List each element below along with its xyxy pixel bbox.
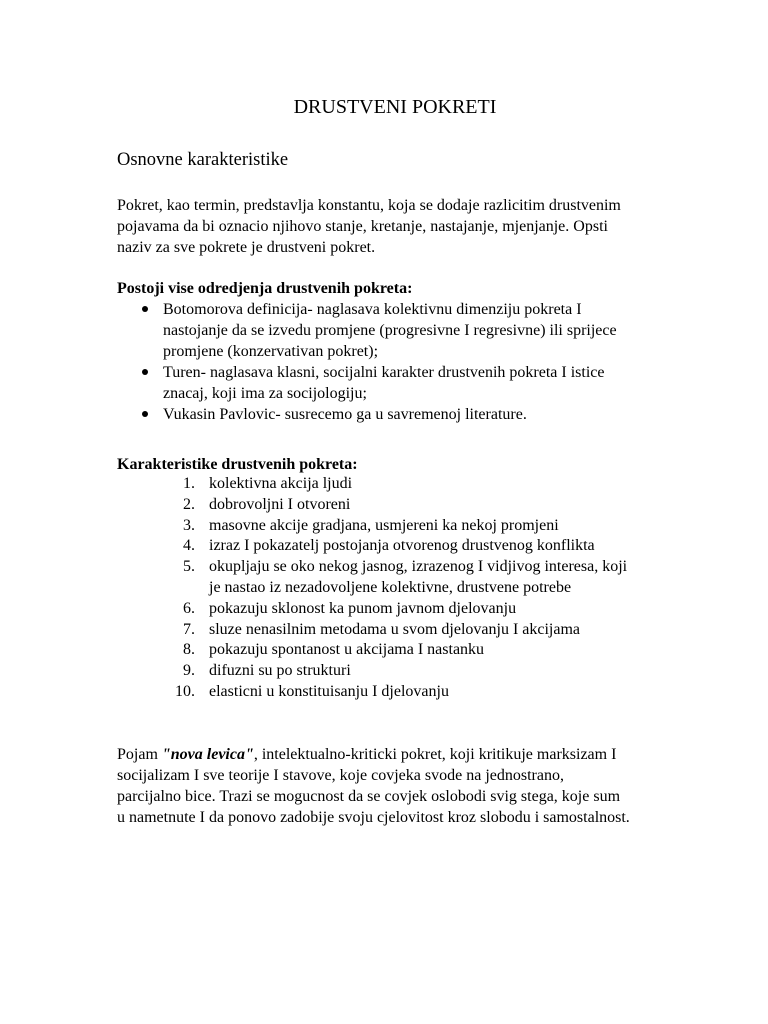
list-number: 2.	[183, 495, 195, 513]
list-number: 4.	[183, 537, 195, 555]
paragraph-line: u nametnute I da ponovo zadobije svoju cjelovitost kroz slobodu i samostalnost.	[117, 809, 630, 826]
list-item-line: difuzni su po strukturi	[209, 662, 351, 680]
list-item	[117, 640, 627, 661]
list-item	[117, 536, 627, 557]
paragraph-line: naziv za sve pokrete je drustveni pokret.	[117, 239, 376, 256]
list-item-line: okupljaju se oko nekog jasnog, izrazenog I vidjivog interesa, koji	[209, 558, 628, 576]
bullet-icon	[142, 369, 148, 375]
list-number: 9.	[183, 662, 195, 680]
list-item-line: sluze nenasilnim metodama u svom djelovanju I akcijama	[209, 620, 581, 638]
list-number: 8.	[183, 641, 195, 659]
closing-lead: Pojam	[117, 746, 162, 763]
list-item	[117, 557, 627, 599]
list-item-line: je nastao iz nezadovoljene kolektivne, drustvene potrebe	[209, 578, 572, 596]
list-item-line: pokazuju sklonost ka punom javnom djelovanju	[209, 599, 517, 617]
bullet-icon	[142, 411, 148, 417]
intro-paragraph	[117, 195, 621, 258]
list-item-line: izraz I pokazatelj postojanja otvorenog drustvenog konflikta	[209, 537, 595, 555]
document-title: DRUSTVENI POKRETI	[293, 96, 497, 118]
bullet-icon	[142, 306, 148, 312]
paragraph-line: socijalizam I sve teorije I stavove, koje covjeka svode na jednostrano,	[117, 767, 564, 784]
closing-line-rest: , intelektualno-kriticki pokret, koji kritikuje marksizam I	[253, 746, 617, 763]
closing-paragraph	[117, 744, 630, 828]
paragraph-line	[117, 744, 630, 765]
list-number: 3.	[183, 516, 195, 534]
paragraph-line: pojavama da bi oznacio njihovo stanje, kretanje, nastajanje, mjenjanje. Opsti	[117, 218, 608, 235]
list-item-line: Vukasin Pavlovic- susrecemo ga u savremenoj literature.	[163, 406, 527, 423]
list-item-line: dobrovoljni I otvoreni	[209, 495, 351, 513]
list-item	[117, 299, 617, 362]
list-number: 6.	[183, 599, 195, 617]
section-heading: Osnovne karakteristike	[117, 150, 289, 170]
list-item-line: elasticni u konstituisanju I djelovanju	[209, 682, 449, 700]
list-item	[117, 620, 627, 641]
list-item-line: promjene (konzervativan pokret);	[163, 343, 379, 360]
list-item-line: znacaj, koji ima za socijologiju;	[163, 385, 367, 402]
list-item-line: Turen- naglasava klasni, socijalni karakter drustvenih pokreta I istice	[163, 364, 605, 381]
list-item-line: nastojanje da se izvedu promjene (progresivne I regresivne) ili sprijece	[163, 322, 617, 339]
list-number: 1.	[183, 475, 195, 492]
list-item	[117, 599, 627, 620]
list-item	[117, 661, 627, 682]
definitions-heading: Postoji vise odredjenja drustvenih pokreta:	[117, 280, 413, 297]
list-item-line: kolektivna akcija ljudi	[209, 475, 353, 492]
emphasized-term: "nova levica"	[161, 746, 254, 763]
list-number: 7.	[183, 620, 195, 638]
list-number: 10.	[175, 682, 195, 700]
paragraph-line: parcijalno bice. Trazi se mogucnost da se covjek oslobodi svig stega, koje sum	[117, 788, 621, 805]
list-item-line: masovne akcije gradjana, usmjereni ka nekoj promjeni	[209, 516, 559, 534]
list-item	[117, 404, 617, 425]
list-item	[117, 362, 617, 404]
characteristics-list	[117, 474, 627, 703]
list-item	[117, 516, 627, 537]
list-item	[117, 495, 627, 516]
list-item	[117, 474, 627, 495]
list-number: 5.	[183, 558, 195, 576]
list-item	[117, 682, 627, 703]
paragraph-line: Pokret, kao termin, predstavlja konstantu, koja se dodaje razlicitim drustvenim	[117, 197, 621, 214]
list-item-line: Botomorova definicija- naglasava kolektivnu dimenziju pokreta I	[163, 301, 582, 318]
characteristics-heading: Karakteristike drustvenih pokreta:	[117, 456, 358, 473]
definitions-list	[117, 299, 617, 425]
list-item-line: pokazuju spontanost u akcijama I nastanku	[209, 641, 485, 659]
